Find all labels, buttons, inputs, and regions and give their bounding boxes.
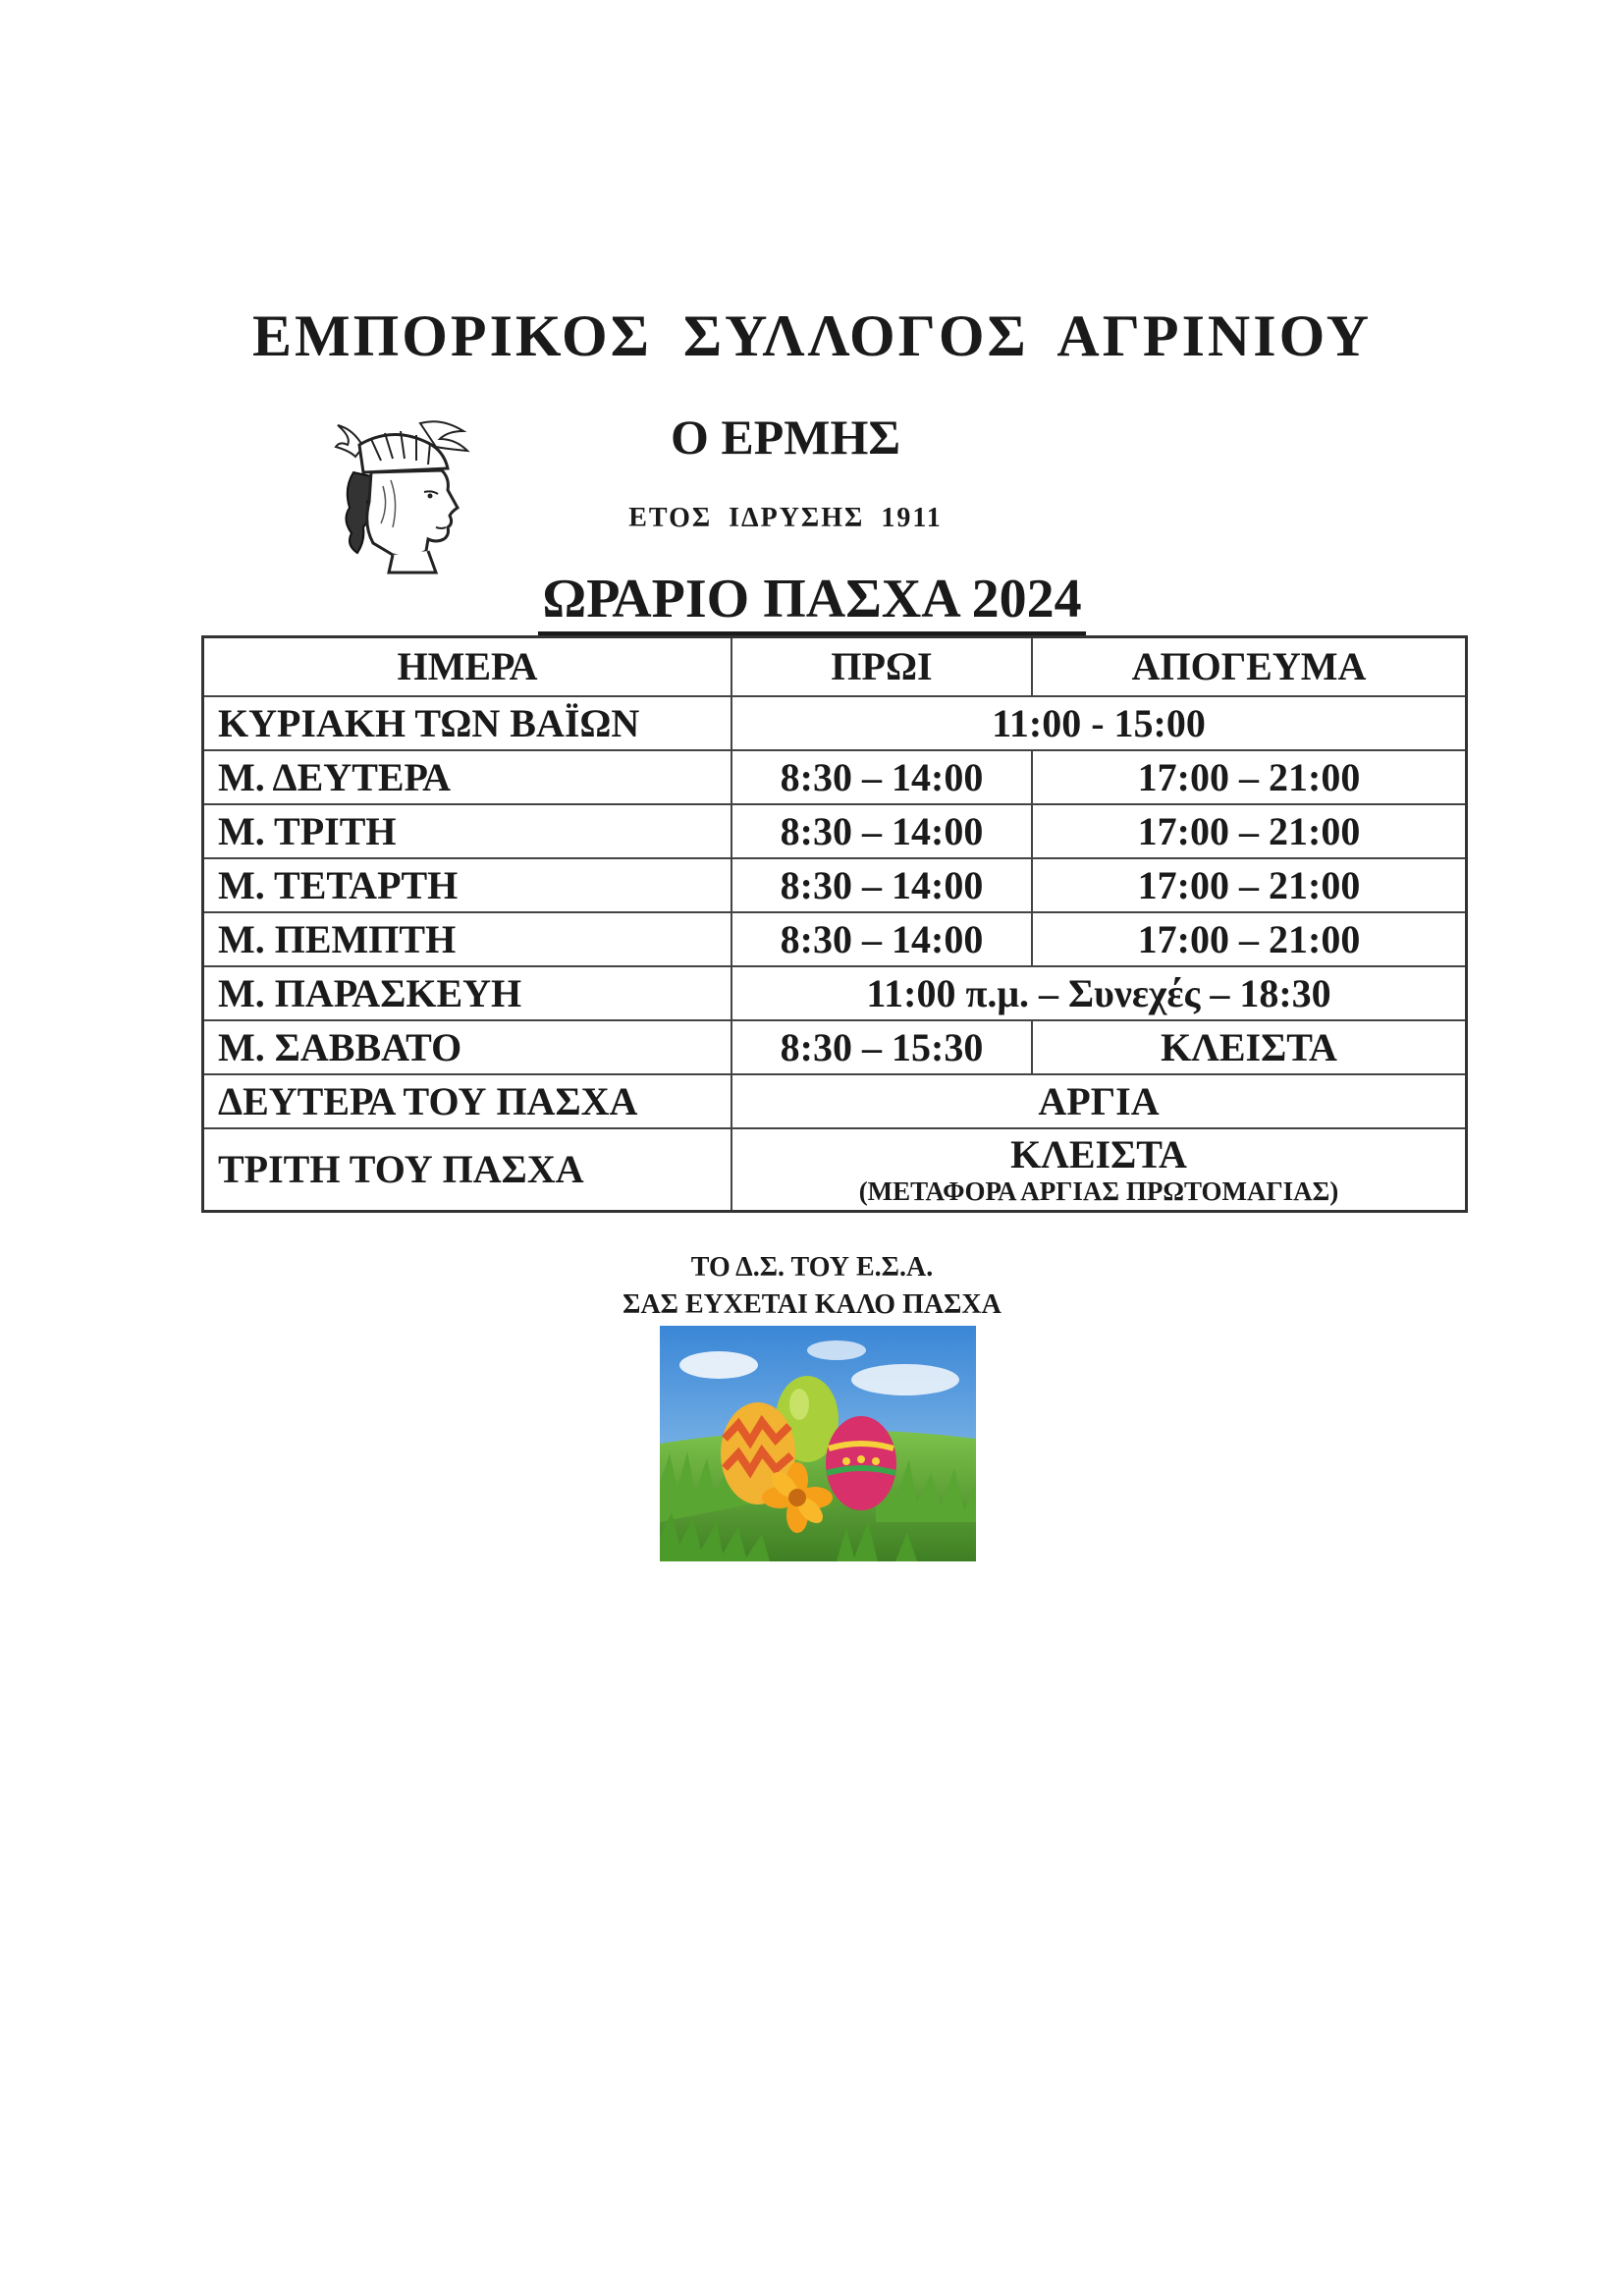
day-cell: Μ. ΠΕΜΠΤΗ — [203, 912, 732, 966]
afternoon-cell: 17:00 – 21:00 — [1032, 912, 1467, 966]
day-cell: ΔΕΥΤΕΡΑ ΤΟΥ ΠΑΣΧΑ — [203, 1074, 732, 1128]
hours-cell: ΑΡΓΙΑ — [731, 1074, 1467, 1128]
morning-cell: 8:30 – 14:00 — [731, 804, 1032, 858]
table-row — [203, 696, 1467, 750]
afternoon-cell: 17:00 – 21:00 — [1032, 804, 1467, 858]
hours-note: (ΜΕΤΑΦΟΡΑ ΑΡΓΙΑΣ ΠΡΩΤΟΜΑΓΙΑΣ) — [858, 1176, 1339, 1206]
organization-title: ΕΜΠΟΡΙΚΟΣ ΣΥΛΛΟΓΟΣ ΑΓΡΙΝΙΟΥ — [251, 303, 1373, 368]
table-row — [203, 1020, 1467, 1074]
closing-message — [0, 1249, 1624, 1324]
table-row — [203, 1128, 1467, 1212]
day-cell: Μ. ΠΑΡΑΣΚΕΥΗ — [203, 966, 732, 1020]
table-header-row — [203, 637, 1467, 697]
afternoon-cell: 17:00 – 21:00 — [1032, 858, 1467, 912]
closing-line-2: ΣΑΣ ΕΥΧΕΤΑΙ ΚΑΛΟ ΠΑΣΧΑ — [623, 1289, 1001, 1320]
table-row — [203, 750, 1467, 804]
day-cell: Μ. ΔΕΥΤΕΡΑ — [203, 750, 732, 804]
closing-line-1: ΤΟ Δ.Σ. ΤΟΥ Ε.Σ.Α. — [690, 1252, 934, 1283]
subtitle: Ο ΕΡΜΗΣ — [670, 410, 901, 465]
table-row — [203, 1074, 1467, 1128]
hours-cell: 11:00 π.μ. – Συνεχές – 18:30 — [731, 966, 1467, 1020]
table-row — [203, 858, 1467, 912]
header-morning: ΠΡΩΙ — [731, 637, 1032, 697]
hermes-head-icon — [334, 417, 471, 574]
morning-cell: 8:30 – 15:30 — [731, 1020, 1032, 1074]
afternoon-cell: 17:00 – 21:00 — [1032, 750, 1467, 804]
easter-eggs-image — [660, 1326, 976, 1561]
day-cell: ΚΥΡΙΑΚΗ ΤΩΝ ΒΑΪΩΝ — [203, 696, 732, 750]
table-row — [203, 912, 1467, 966]
day-cell: Μ. ΣΑΒΒΑΤΟ — [203, 1020, 732, 1074]
afternoon-cell: ΚΛΕΙΣΤΑ — [1032, 1020, 1467, 1074]
schedule-title — [0, 568, 1624, 630]
table-row — [203, 804, 1467, 858]
day-cell: ΤΡΙΤΗ ΤΟΥ ΠΑΣΧΑ — [203, 1128, 732, 1212]
schedule-table — [201, 635, 1468, 1213]
hours-text: ΚΛΕΙΣΤΑ — [1010, 1132, 1187, 1176]
morning-cell: 8:30 – 14:00 — [731, 912, 1032, 966]
table-row — [203, 966, 1467, 1020]
morning-cell: 8:30 – 14:00 — [731, 750, 1032, 804]
day-cell: Μ. ΤΕΤΑΡΤΗ — [203, 858, 732, 912]
schedule-title-text: ΩΡΑΡΙΟ ΠΑΣΧΑ 2024 — [538, 569, 1085, 635]
hours-cell: 11:00 - 15:00 — [731, 696, 1467, 750]
hours-cell — [731, 1128, 1467, 1212]
day-cell: Μ. ΤΡΙΤΗ — [203, 804, 732, 858]
founded-year: ΕΤΟΣ ΙΔΡΥΣΗΣ 1911 — [628, 503, 943, 533]
header-day: ΗΜΕΡΑ — [203, 637, 732, 697]
morning-cell: 8:30 – 14:00 — [731, 858, 1032, 912]
header-afternoon: ΑΠΟΓΕΥΜΑ — [1032, 637, 1467, 697]
